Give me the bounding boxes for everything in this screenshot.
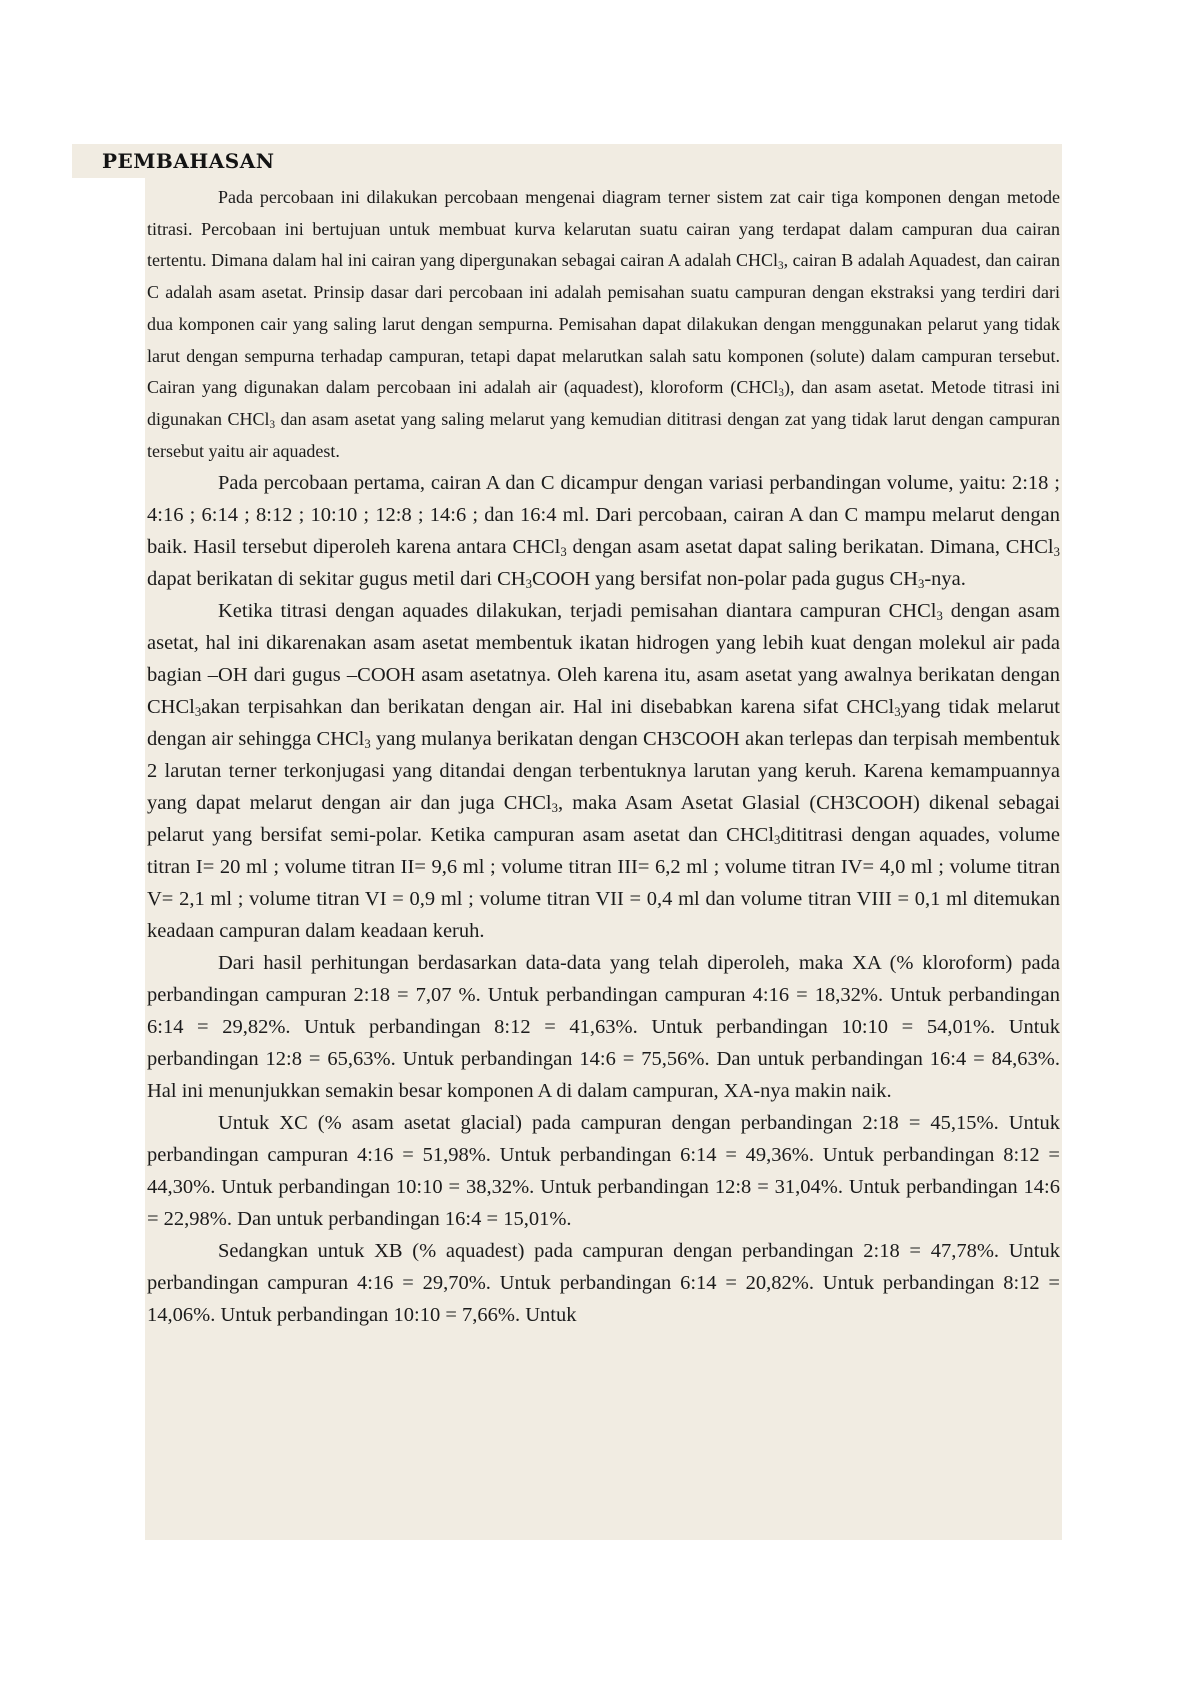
formula-chcl3: CHCl$_3$: [316, 728, 371, 752]
formula-chcl3: CHCl$_3$: [1005, 536, 1060, 560]
paragraph-xa-results: Dari hasil perhitungan berdasarkan data-data yang telah diperoleh, maka XA (% kloroform) pada perbandingan campuran 2:18 = 7,07 %. Untuk perbandingan campuran 4:16 = 18,32%. Untuk perbandingan 6:14 = 29,82%. Untuk perbandingan 8:12 = 41,63%. Untuk perbandingan 10:10 = 54,01%. Untuk perbandingan 12:8 = 65,63%. Untuk perbandingan 14:6 = 75,56%. Dan untuk perbandingan 16:4 = 84,63%. Hal ini menunjukkan semakin besar komponen A di dalam campuran, XA-nya makin naik.: [147, 952, 1060, 1103]
formula-chcl3: CHCl$_3$: [512, 536, 567, 560]
discussion-body: [147, 182, 1060, 1331]
formula-chcl3: CHCl$_3$: [726, 824, 781, 848]
formula-chcl3: CHCl$_3$: [147, 696, 202, 720]
paragraph-xb-results: Sedangkan untuk XB (% aquadest) pada campuran dengan perbandingan 2:18 = 47,78%. Untuk perbandingan campuran 4:16 = 29,70%. Untuk perbandingan 6:14 = 20,82%. Untuk perbandingan 8:12 = 14,06%. Untuk perbandingan 10:10 = 7,66%. Untuk: [147, 1240, 1060, 1327]
formula-chcl3: CHCl$_3$: [227, 408, 276, 431]
formula-ch3cooh: $CH_3COOH$: [497, 568, 591, 592]
formula-chcl3: CHCl$_3$: [736, 377, 784, 399]
paragraph-intro: Pada percobaan ini dilakukan percobaan mengenai diagram terner sistem zat cair tiga komponen dengan metode titrasi. Percobaan ini bertujuan untuk membuat kurva kelarutan suatu cairan yang terdapat dalam campuran dua cairan tertentu. Dimana dalam hal ini cairan yang dipergunakan sebagai cairan A adalah CHCl$_3$, cairan B adalah Aquadest, dan cairan C adalah asam asetat. Prinsip dasar dari percobaan ini adalah pemisahan suatu campuran dengan ekstraksi yang terdiri dari dua komponen cair yang saling larut dengan sempurna. Pemisahan dapat dilakukan dengan menggunakan pelarut yang tidak larut dengan sempurna terhadap campuran, tetapi dapat melarutkan salah satu komponen (solute) dalam campuran tersebut. Cairan yang digunakan dalam percobaan ini adalah air (aquadest), kloroform (CHCl$_3$), dan asam asetat. Metode titrasi ini digunakan CHCl$_3$ dan asam asetat yang saling melarut yang kemudian dititrasi dengan zat yang tidak larut dengan campuran tersebut yaitu air aquadest.: [147, 187, 1060, 461]
section-heading: PEMBAHASAN: [102, 149, 275, 173]
formula-chcl3: CHCl$_3$: [503, 792, 558, 816]
paragraph-xc-results: Untuk XC (% asam asetat glacial) pada campuran dengan perbandingan 2:18 = 45,15%. Untuk perbandingan campuran 4:16 = 51,98%. Untuk perbandingan 6:14 = 49,36%. Untuk perbandingan 8:12 = 44,30%. Untuk perbandingan 10:10 = 38,32%. Untuk perbandingan 12:8 = 31,04%. Untuk perbandingan 14:6 = 22,98%. Dan untuk perbandingan 16:4 = 15,01%.: [147, 1112, 1060, 1231]
formula-chcl3: CHCl$_3$: [846, 696, 901, 720]
paragraph-first-experiment: Pada percobaan pertama, cairan A dan C dicampur dengan variasi perbandingan volume, yaitu: 2:18 ; 4:16 ; 6:14 ; 8:12 ; 10:10 ; 12:8 ; 14:6 ; dan 16:4 ml. Dari percobaan, cairan A dan C mampu melarut dengan baik. Hasil tersebut diperoleh karena antara CHCl$_3$ dengan asam asetat dapat saling berikatan. Dimana, CHCl$_3$ dapat berikatan di sekitar gugus metil dari $CH_3COOH$ yang bersifat non-polar pada gugus $CH_3$-nya.: [147, 472, 1060, 592]
formula-ch3: $CH_3$: [889, 568, 925, 592]
formula-chcl3: CHCl$_3$: [888, 600, 943, 624]
paragraph-titration: Ketika titrasi dengan aquades dilakukan, terjadi pemisahan diantara campuran CHCl$_3$ dengan asam asetat, hal ini dikarenakan asam asetat membentuk ikatan hidrogen yang lebih kuat dengan molekul air pada bagian –OH dari gugus –COOH asam asetatnya. Oleh karena itu, asam asetat yang awalnya berikatan dengan CHCl$_3$akan terpisahkan dan berikatan dengan air. Hal ini disebabkan karena sifat CHCl$_3$yang tidak melarut dengan air sehingga CHCl$_3$ yang mulanya berikatan dengan CH3COOH akan terlepas dan terpisah membentuk 2 larutan terner terkonjugasi yang ditandai dengan terbentuknya larutan yang keruh. Karena kemampuannya yang dapat melarut dengan air dan juga CHCl$_3$, maka Asam Asetat Glasial (CH3COOH) dikenal sebagai pelarut yang bersifat semi-polar. Ketika campuran asam asetat dan CHCl$_3$dititrasi dengan aquades, volume titran I= 20 ml ; volume titran II= 9,6 ml ; volume titran III= 6,2 ml ; volume titran IV= 4,0 ml ; volume titran V= 2,1 ml ; volume titran VI = 0,9 ml ; volume titran VII = 0,4 ml dan volume titran VIII = 0,1 ml ditemukan keadaan campuran dalam keadaan keruh.: [147, 600, 1060, 943]
formula-chcl3: CHCl$_3$: [736, 250, 784, 273]
